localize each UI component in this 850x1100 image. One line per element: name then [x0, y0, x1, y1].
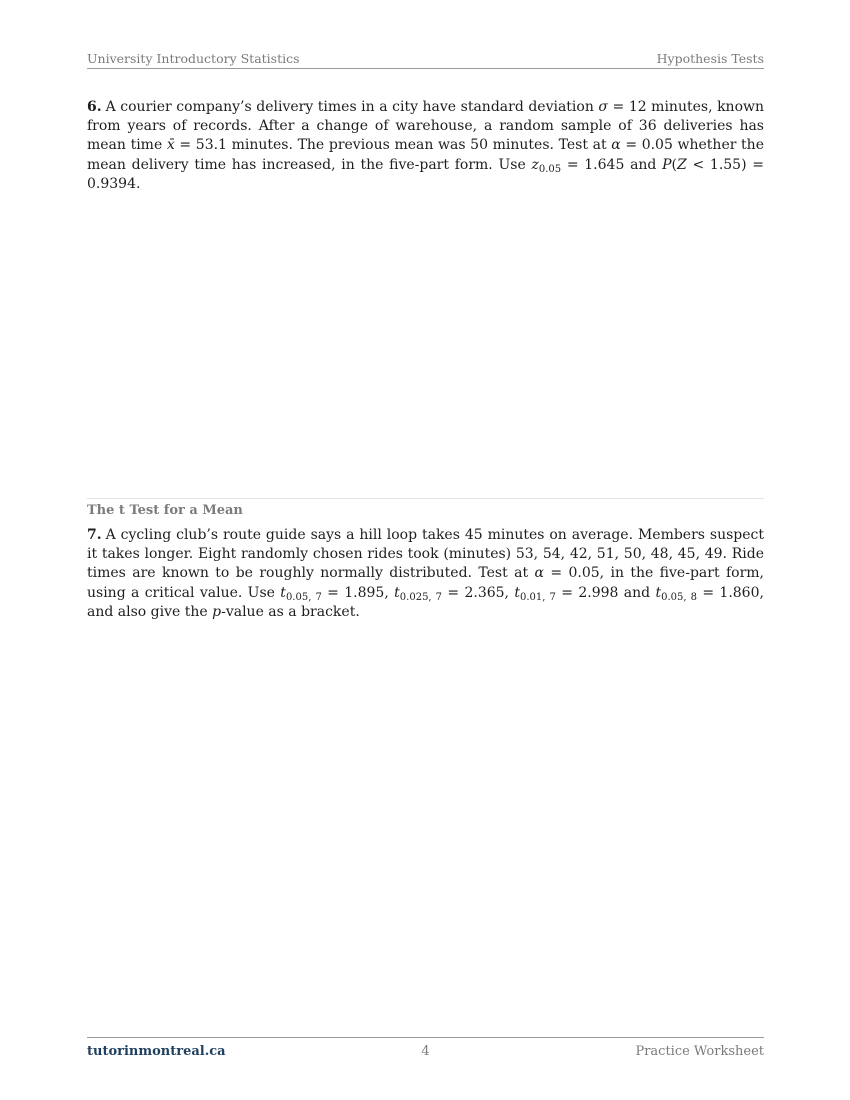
problem-text: -value as a bracket.: [221, 603, 360, 620]
problem-text: = 1.645 and: [561, 156, 663, 173]
problem-text: = 1.860, and also give the: [87, 584, 764, 620]
math-subscript: 0.01, 7: [520, 591, 556, 603]
math-symbol: α: [611, 137, 621, 154]
math-symbol: α: [534, 565, 544, 582]
page-number: 4: [421, 1044, 430, 1059]
problem-text: = 53.1 minutes. The previous mean was 50 minutes. Test at: [174, 137, 612, 154]
math-subscript: 0.05: [538, 163, 562, 175]
problem-text: = 0.05, in the five-part form, using a critical value. Use: [87, 565, 764, 601]
problem-text: = 2.998 and: [555, 584, 656, 601]
math-symbol: t: [394, 584, 400, 601]
problem-text: = 0.05 whether the mean delivery time has increased, in the five-part form. Use: [87, 137, 764, 173]
header-course-title: University Introductory Statistics: [87, 51, 300, 66]
header-topic: Hypothesis Tests: [656, 51, 764, 66]
problem-text: = 12 minutes, known from years of records. After a change of warehouse, a random sample of 36 deliveries has mean time: [87, 99, 764, 154]
math-symbol: t: [280, 584, 286, 601]
section-title: The t Test for a Mean: [87, 503, 243, 518]
page-footer: [87, 1037, 764, 1062]
math-subscript: 0.05, 7: [285, 591, 322, 603]
math-symbol: t: [514, 584, 521, 601]
math-symbol: σ: [598, 99, 608, 115]
math-subscript: 0.05, 8: [661, 591, 697, 603]
problem-text: A courier company’s delivery times in a city have standard deviation: [105, 99, 599, 115]
page-header: [87, 50, 764, 69]
problem-6: [87, 98, 764, 194]
math-symbol: t: [655, 584, 662, 601]
math-symbol: Z: [677, 156, 687, 173]
math-subscript: 0.025, 7: [399, 591, 443, 603]
footer-brand: tutorinmontreal.ca: [87, 1044, 226, 1059]
problem-number: 6.: [87, 99, 102, 115]
problem-text: = 2.365,: [442, 584, 515, 601]
footer-label: Practice Worksheet: [635, 1044, 764, 1059]
math-symbol: z: [531, 156, 539, 173]
math-symbol: p: [212, 603, 222, 620]
problem-text: = 1.895,: [321, 584, 395, 601]
problem-number: 7.: [87, 527, 102, 543]
problem-text: < 1.55) = 0.9394.: [87, 156, 764, 192]
problem-text: A cycling club’s route guide says a hill loop takes 45 minutes on average. Members suspect it takes longer. Eight randomly chosen rides took (minutes) 53, 54, 42, 51, 50, 48, 45, 49. Ride times are known to be roughly normally distributed. Test at: [87, 527, 764, 582]
problem-7: [87, 526, 764, 622]
section-divider: [87, 498, 764, 499]
math-symbol: P: [662, 156, 672, 173]
problem-text: (: [671, 156, 678, 173]
math-symbol: x̄: [166, 137, 175, 154]
